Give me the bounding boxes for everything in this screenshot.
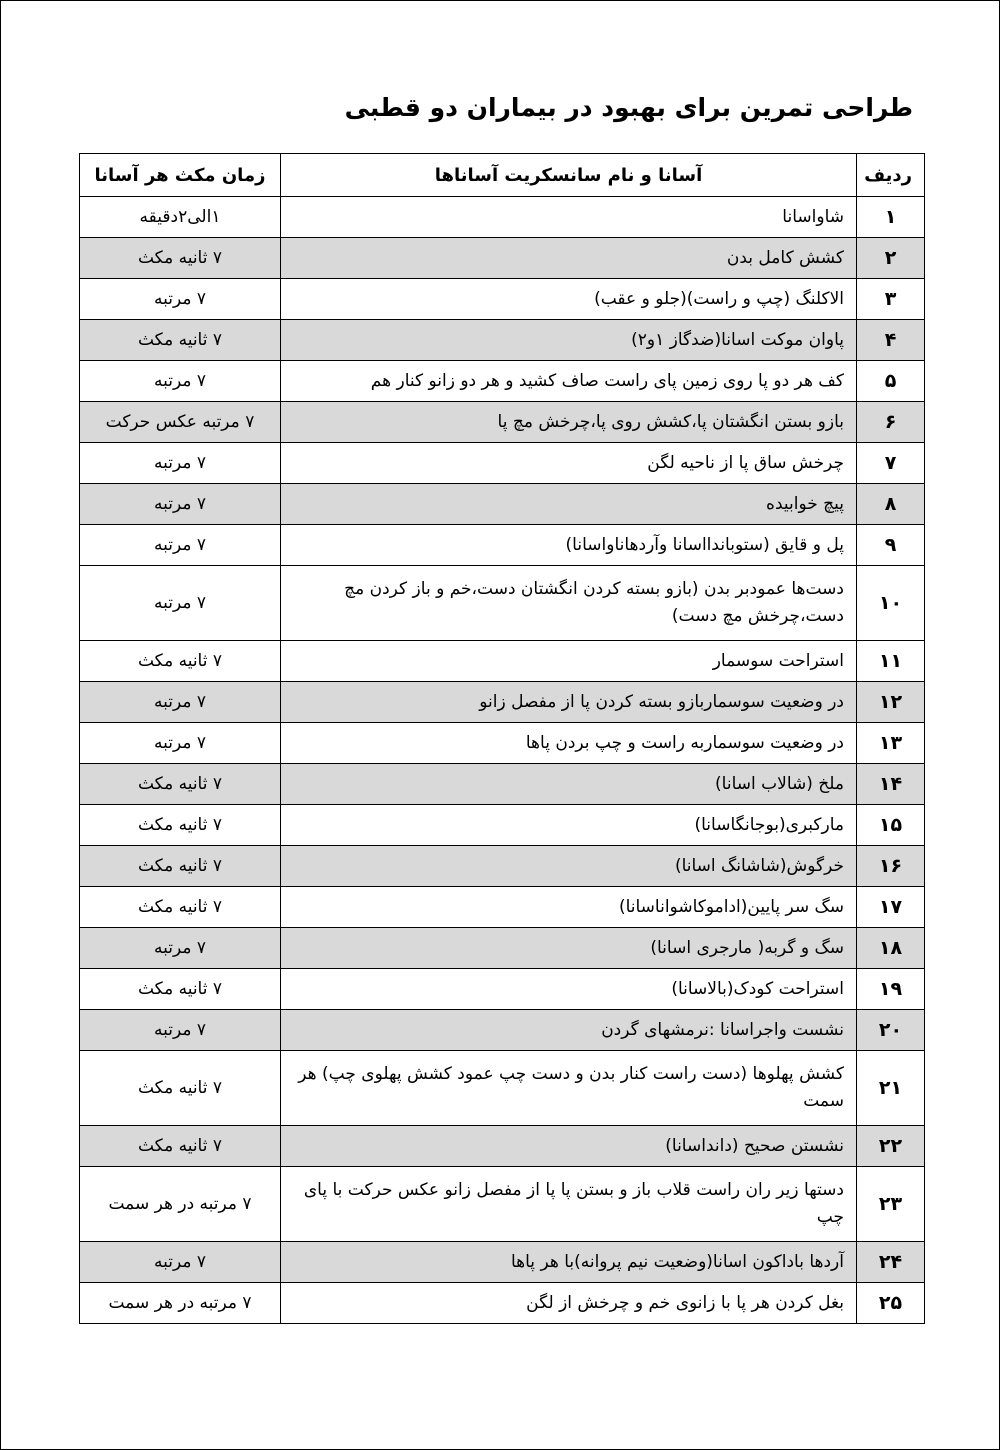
hold-time-cell: ۷ ثانیه مکث	[80, 320, 281, 361]
header-row-number: ردیف	[857, 154, 925, 197]
asana-cell: پل و قایق (ستوباندااسانا وآردهاناواسانا)	[281, 525, 857, 566]
asana-cell: دستها زیر ران راست قلاب باز و بستن پا پا از مفصل زانو عکس حرکت با پای چپ	[281, 1167, 857, 1242]
asana-cell: سگ سر پایین(اداموکاشواناسانا)	[281, 887, 857, 928]
table-row	[80, 1126, 925, 1167]
row-number-cell: ۵	[857, 361, 925, 402]
asana-cell: نشست واجراسانا :نرمشهای گردن	[281, 1010, 857, 1051]
table-row	[80, 1051, 925, 1126]
table-row	[80, 1167, 925, 1242]
row-number-cell: ۱	[857, 197, 925, 238]
hold-time-cell: ۷ مرتبه در هر سمت	[80, 1167, 281, 1242]
table-row	[80, 969, 925, 1010]
page-title: طراحی تمرین برای بهبود در بیماران دو قطبی	[344, 93, 913, 122]
row-number-cell: ۲۲	[857, 1126, 925, 1167]
hold-time-cell: ۷ مرتبه	[80, 928, 281, 969]
asana-cell: ملخ (شالاب اسانا)	[281, 764, 857, 805]
hold-time-cell: ۷ ثانیه مکث	[80, 764, 281, 805]
row-number-cell: ۱۰	[857, 566, 925, 641]
hold-time-cell: ۷ ثانیه مکث	[80, 1126, 281, 1167]
hold-time-cell: ۷ ثانیه مکث	[80, 887, 281, 928]
table-row	[80, 320, 925, 361]
asana-cell: در وضعیت سوسماربازو بسته کردن پا از مفصل زانو	[281, 682, 857, 723]
table-header-row	[80, 154, 925, 197]
hold-time-cell: ۷ مرتبه عکس حرکت	[80, 402, 281, 443]
row-number-cell: ۱۵	[857, 805, 925, 846]
asana-cell: دست‌ها عمودبر بدن (بازو بسته کردن انگشتان دست،خم و باز کردن مچ دست،چرخش مچ دست)	[281, 566, 857, 641]
row-number-cell: ۱۸	[857, 928, 925, 969]
hold-time-cell: ۷ ثانیه مکث	[80, 238, 281, 279]
asana-cell: بازو بستن انگشتان پا،کشش روی پا،چرخش مچ پا	[281, 402, 857, 443]
asana-cell: چرخش ساق پا از ناحیه لگن	[281, 443, 857, 484]
table-row	[80, 443, 925, 484]
table-row	[80, 928, 925, 969]
hold-time-cell: ۷ مرتبه	[80, 1010, 281, 1051]
row-number-cell: ۱۲	[857, 682, 925, 723]
asana-cell: خرگوش(شاشانگ اسانا)	[281, 846, 857, 887]
row-number-cell: ۱۷	[857, 887, 925, 928]
hold-time-cell: ۷ مرتبه	[80, 682, 281, 723]
row-number-cell: ۴	[857, 320, 925, 361]
row-number-cell: ۶	[857, 402, 925, 443]
asana-cell: پیچ خوابیده	[281, 484, 857, 525]
row-number-cell: ۲۱	[857, 1051, 925, 1126]
table-row	[80, 723, 925, 764]
asana-cell: استراحت سوسمار	[281, 641, 857, 682]
table-row	[80, 197, 925, 238]
table-row	[80, 1242, 925, 1283]
table-row	[80, 1010, 925, 1051]
asana-cell: پاوان موکت اسانا(ضدگاز ۱و۲)	[281, 320, 857, 361]
table-row	[80, 402, 925, 443]
asana-cell: الاکلنگ (چپ و راست)(جلو و عقب)	[281, 279, 857, 320]
table-row	[80, 361, 925, 402]
row-number-cell: ۳	[857, 279, 925, 320]
table-row	[80, 846, 925, 887]
row-number-cell: ۱۱	[857, 641, 925, 682]
hold-time-cell: ۷ ثانیه مکث	[80, 969, 281, 1010]
asana-cell: سگ و گربه( مارجری اسانا)	[281, 928, 857, 969]
exercise-table	[79, 153, 925, 1324]
asana-cell: استراحت کودک(بالاسانا)	[281, 969, 857, 1010]
hold-time-cell: ۷ مرتبه	[80, 566, 281, 641]
hold-time-cell: ۷ مرتبه	[80, 279, 281, 320]
table-row	[80, 641, 925, 682]
hold-time-cell: ۷ ثانیه مکث	[80, 846, 281, 887]
hold-time-cell: ۱الی۲دقیقه	[80, 197, 281, 238]
asana-cell: بغل کردن هر پا با زانوی خم و چرخش از لگن	[281, 1283, 857, 1324]
hold-time-cell: ۷ مرتبه	[80, 1242, 281, 1283]
table-row	[80, 566, 925, 641]
row-number-cell: ۷	[857, 443, 925, 484]
hold-time-cell: ۷ مرتبه	[80, 525, 281, 566]
hold-time-cell: ۷ مرتبه در هر سمت	[80, 1283, 281, 1324]
hold-time-cell: ۷ مرتبه	[80, 723, 281, 764]
table-row	[80, 484, 925, 525]
row-number-cell: ۲۳	[857, 1167, 925, 1242]
asana-cell: کشش کامل بدن	[281, 238, 857, 279]
row-number-cell: ۱۳	[857, 723, 925, 764]
header-hold-time: زمان مکث هر آسانا	[80, 154, 281, 197]
table-body	[80, 197, 925, 1324]
table-row	[80, 279, 925, 320]
table-row	[80, 805, 925, 846]
table-row	[80, 887, 925, 928]
hold-time-cell: ۷ مرتبه	[80, 361, 281, 402]
row-number-cell: ۱۶	[857, 846, 925, 887]
row-number-cell: ۹	[857, 525, 925, 566]
asana-cell: در وضعیت سوسماربه راست و چپ بردن پاها	[281, 723, 857, 764]
hold-time-cell: ۷ مرتبه	[80, 484, 281, 525]
hold-time-cell: ۷ مرتبه	[80, 443, 281, 484]
row-number-cell: ۲۰	[857, 1010, 925, 1051]
table-row	[80, 682, 925, 723]
row-number-cell: ۱۹	[857, 969, 925, 1010]
asana-cell: کف هر دو پا روی زمین پای راست صاف کشید و هر دو زانو کنار هم	[281, 361, 857, 402]
asana-cell: مارکبری(بوجانگاسانا)	[281, 805, 857, 846]
row-number-cell: ۲۵	[857, 1283, 925, 1324]
table-row	[80, 764, 925, 805]
hold-time-cell: ۷ ثانیه مکث	[80, 641, 281, 682]
table-row	[80, 525, 925, 566]
hold-time-cell: ۷ ثانیه مکث	[80, 1051, 281, 1126]
asana-cell: کشش پهلوها (دست راست کنار بدن و دست چپ عمود کشش پهلوی چپ) هر سمت	[281, 1051, 857, 1126]
table-row	[80, 1283, 925, 1324]
table-row	[80, 238, 925, 279]
asana-cell: نشستن صحیح (دانداسانا)	[281, 1126, 857, 1167]
header-asana: آسانا و نام سانسکریت آساناها	[281, 154, 857, 197]
hold-time-cell: ۷ ثانیه مکث	[80, 805, 281, 846]
row-number-cell: ۲۴	[857, 1242, 925, 1283]
row-number-cell: ۸	[857, 484, 925, 525]
row-number-cell: ۱۴	[857, 764, 925, 805]
asana-cell: آردها باداکون اسانا(وضعیت نیم پروانه)با هر پاها	[281, 1242, 857, 1283]
row-number-cell: ۲	[857, 238, 925, 279]
asana-cell: شاواسانا	[281, 197, 857, 238]
